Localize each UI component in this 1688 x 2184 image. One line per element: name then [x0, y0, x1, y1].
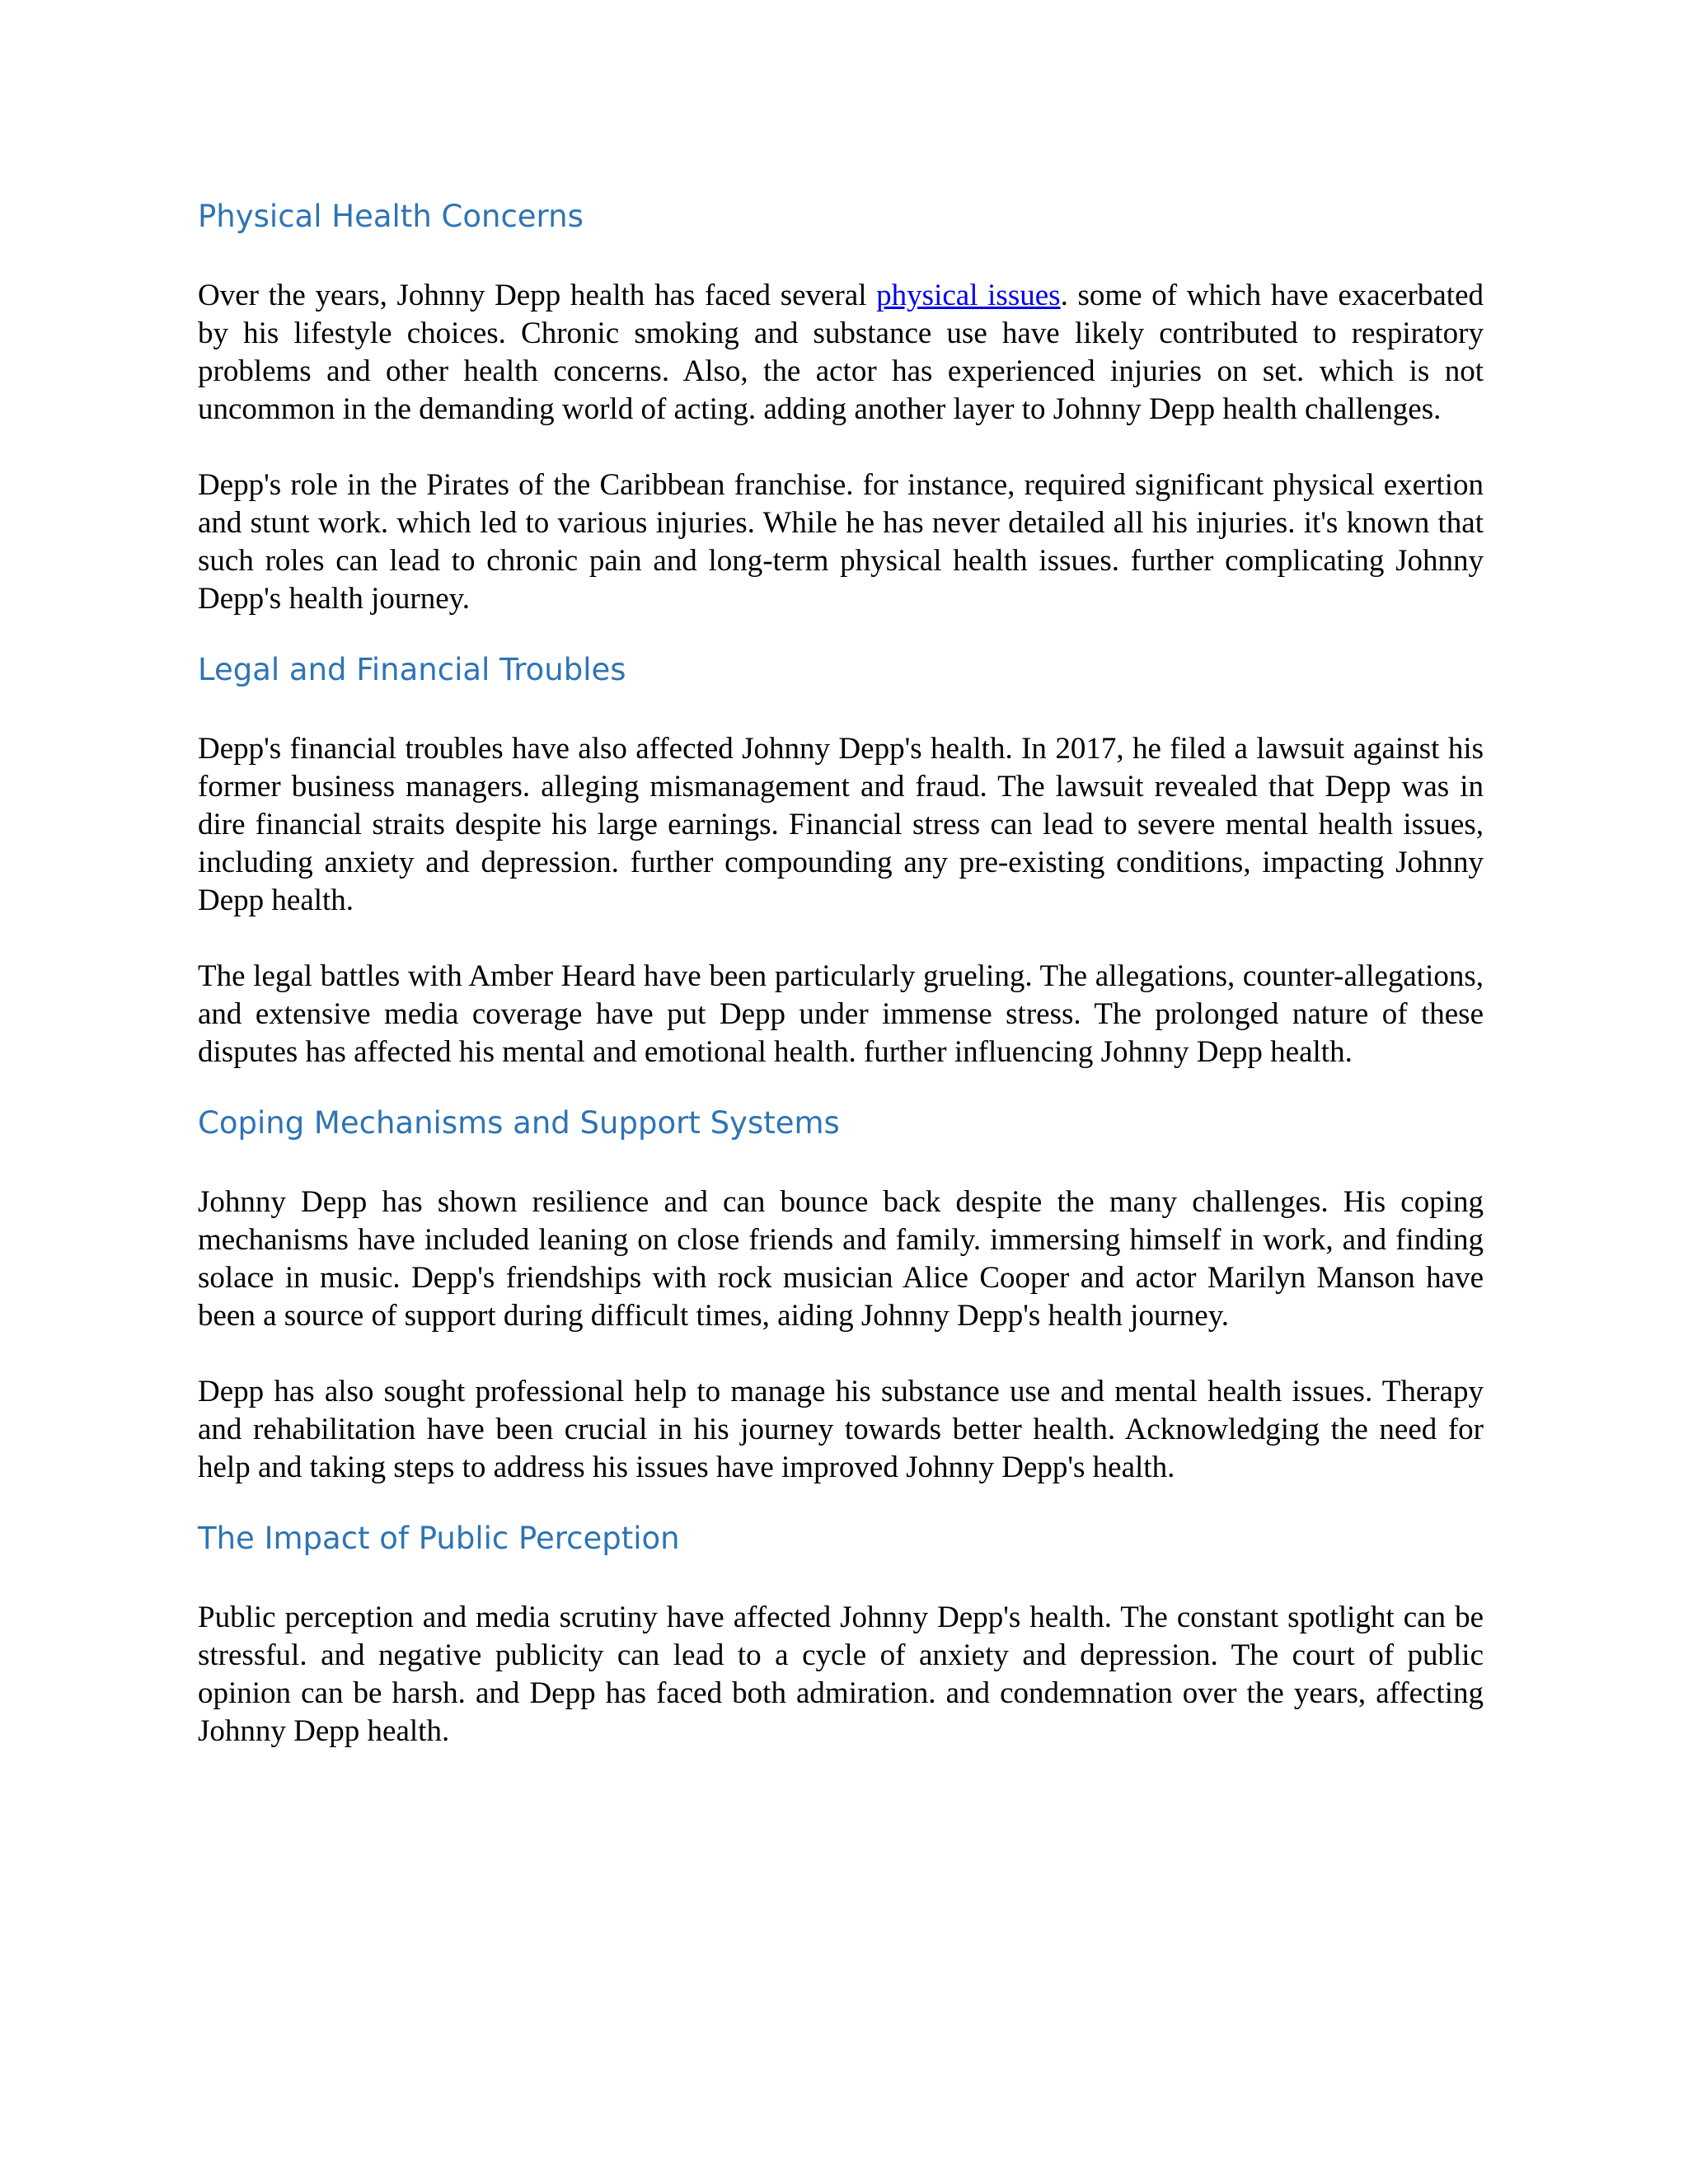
section-heading-public-perception: The Impact of Public Perception — [198, 1521, 680, 1556]
paragraph-public-perception-1: Public perception and media scrutiny have affected Johnny Depp's health. The constant spotlight can be stressful. and negative publicity can lead to a cycle of anxiety and depression. The court of public opinion can be harsh. and Depp has faced both admiration. and condemnation over the years, affecting Johnny Depp health. — [198, 1601, 1484, 1748]
paragraph-legal-financial-1: Depp's financial troubles have also affected Johnny Depp's health. In 2017, he filed a lawsuit against his former business managers. alleging mismanagement and fraud. The lawsuit revealed that Depp was in dire financial straits despite his large earnings. Financial stress can lead to severe mental health issues, including anxiety and depression. further compounding any pre-existing conditions, impacting Johnny Depp health. — [198, 732, 1484, 917]
section-heading-legal-financial: Legal and Financial Troubles — [198, 652, 626, 687]
section-heading-physical-health: Physical Health Concerns — [198, 199, 584, 234]
paragraph-text: . some of which have exacerbated by his lifestyle choices. Chronic smoking and substance use have likely contributed to respiratory problems and other health concerns. Also, the actor has experienced injuries on set. which is not uncommon in the demanding world of acting. adding another layer to Johnny Depp health challenges. — [198, 279, 1484, 426]
document-body — [198, 196, 1484, 1750]
paragraph-text: Over the years, Johnny Depp health has faced several — [198, 279, 877, 312]
physical-issues-link[interactable]: physical issues — [876, 279, 1061, 312]
paragraph-legal-financial-2: The legal battles with Amber Heard have been particularly grueling. The allegations, counter-allegations, and extensive media coverage have put Depp under immense stress. The prolonged nature of these disputes has affected his mental and emotional health. further influencing Johnny Depp health. — [198, 959, 1484, 1069]
paragraph-coping-mechanisms-1: Johnny Depp has shown resilience and can bounce back despite the many challenges. His coping mechanisms have included leaning on close friends and family. immersing himself in work, and finding solace in music. Depp's friendships with rock musician Alice Cooper and actor Marilyn Manson have been a source of support during difficult times, aiding Johnny Depp's health journey. — [198, 1185, 1484, 1333]
section-heading-coping-mechanisms: Coping Mechanisms and Support Systems — [198, 1105, 840, 1141]
paragraph-coping-mechanisms-2: Depp has also sought professional help to manage his substance use and mental health issues. Therapy and rehabilitation have been crucial in his journey towards better health. Acknowledging the need for help and taking steps to address his issues have improved Johnny Depp's health. — [198, 1375, 1484, 1484]
paragraph-physical-health-1 — [198, 277, 1484, 429]
paragraph-physical-health-2: Depp's role in the Pirates of the Caribbean franchise. for instance, required significant physical exertion and stunt work. which led to various injuries. While he has never detailed all his injuries. it's known that such roles can lead to chronic pain and long-term physical health issues. further complicating Johnny Depp's health journey. — [198, 468, 1484, 616]
